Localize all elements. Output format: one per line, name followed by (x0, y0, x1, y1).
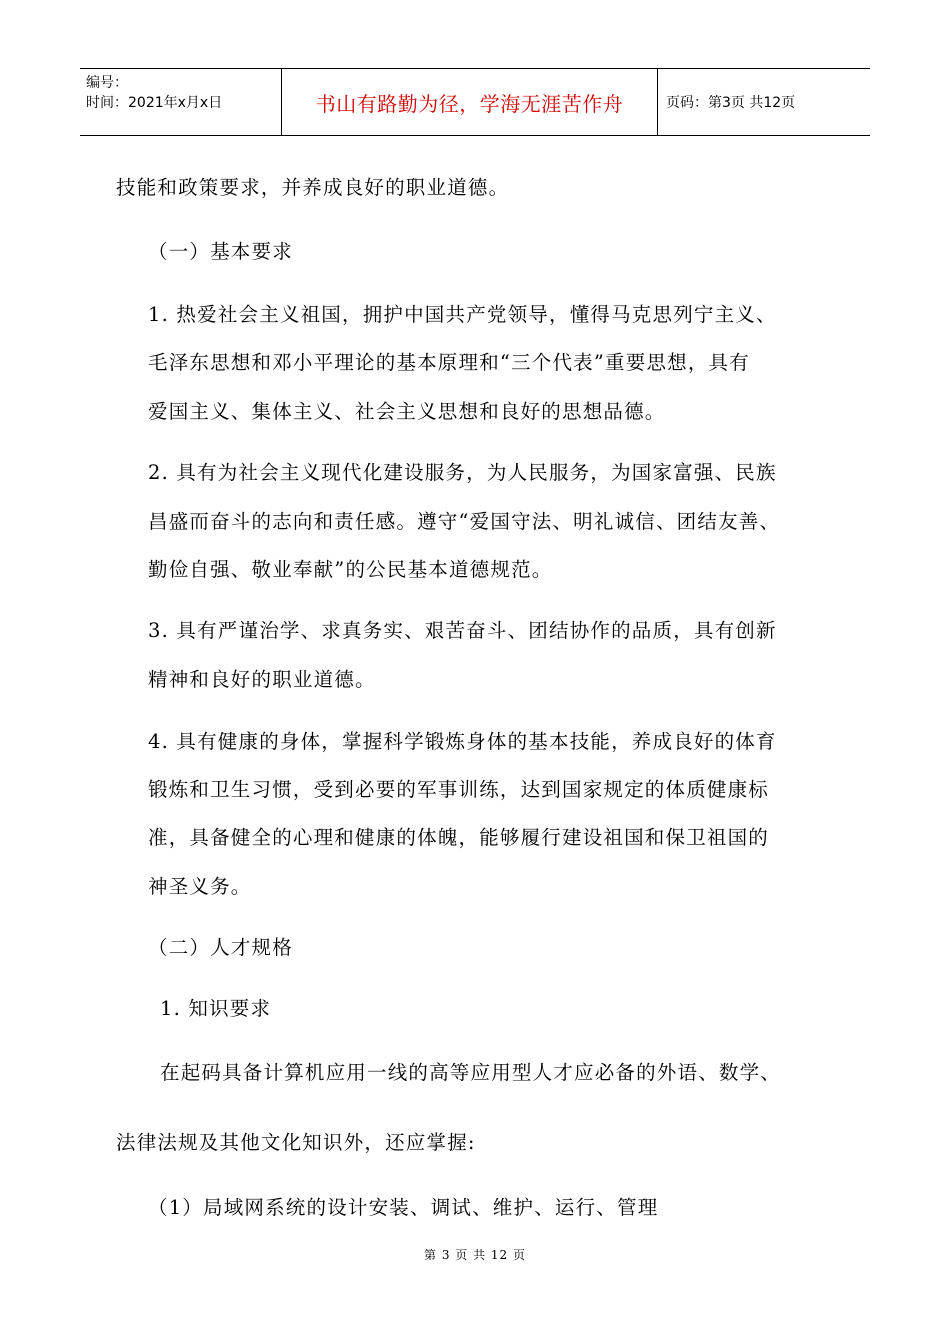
body-line: 勤俭自强、敬业奉献”的公民基本道德规范。 (148, 558, 553, 581)
serial-label: 编号： (86, 75, 128, 91)
body-line: 昌盛而奋斗的志向和责任感。遵守“爱国守法、明礼诚信、团结友善、 (148, 510, 781, 533)
section-heading: （二）人才规格 (148, 936, 293, 959)
body-line: 3. 具有严谨治学、求真务实、艰苦奋斗、团结协作的品质，具有创新 (148, 619, 777, 642)
body-line: （1）局域网系统的设计安装、调试、维护、运行、管理 (148, 1196, 659, 1219)
body-line: 精神和良好的职业道德。 (148, 668, 376, 691)
page-header (80, 68, 870, 136)
motto: 书山有路勤为径，学海无涯苦作舟 (315, 91, 624, 116)
page-label: 页码：第3页 共12页 (666, 95, 796, 111)
body-line: 在起码具备计算机应用一线的高等应用型人才应必备的外语、数学、 (160, 1061, 782, 1084)
time-label: 时间：2021年x月x日 (86, 95, 223, 111)
body-line: 毛泽东思想和邓小平理论的基本原理和“三个代表”重要思想，具有 (148, 351, 750, 374)
body-line: 2. 具有为社会主义现代化建设服务，为人民服务，为国家富强、民族 (148, 461, 777, 484)
page-footer: 第 3 页 共 12 页 (424, 1248, 526, 1262)
subsection-heading: 1. 知识要求 (160, 997, 272, 1020)
header-page-cell (658, 69, 870, 135)
body-line: 技能和政策要求，并养成良好的职业道德。 (116, 176, 510, 199)
header-meta (80, 69, 282, 135)
body-line: 1. 热爱社会主义祖国，拥护中国共产党领导，懂得马克思列宁主义、 (148, 303, 777, 326)
body-line: 爱国主义、集体主义、社会主义思想和良好的思想品德。 (148, 400, 666, 423)
body-line: 4. 具有健康的身体，掌握科学锻炼身体的基本技能，养成良好的体育 (148, 730, 777, 753)
body-line: 神圣义务。 (148, 875, 252, 898)
body-line: 法律法规及其他文化知识外，还应掌握: (116, 1131, 476, 1154)
body-line: 锻炼和卫生习惯，受到必要的军事训练，达到国家规定的体质健康标 (148, 778, 770, 801)
section-heading: （一）基本要求 (148, 240, 293, 263)
header-motto-cell (282, 69, 658, 135)
body-line: 准，具备健全的心理和健康的体魄，能够履行建设祖国和保卫祖国的 (148, 826, 770, 849)
